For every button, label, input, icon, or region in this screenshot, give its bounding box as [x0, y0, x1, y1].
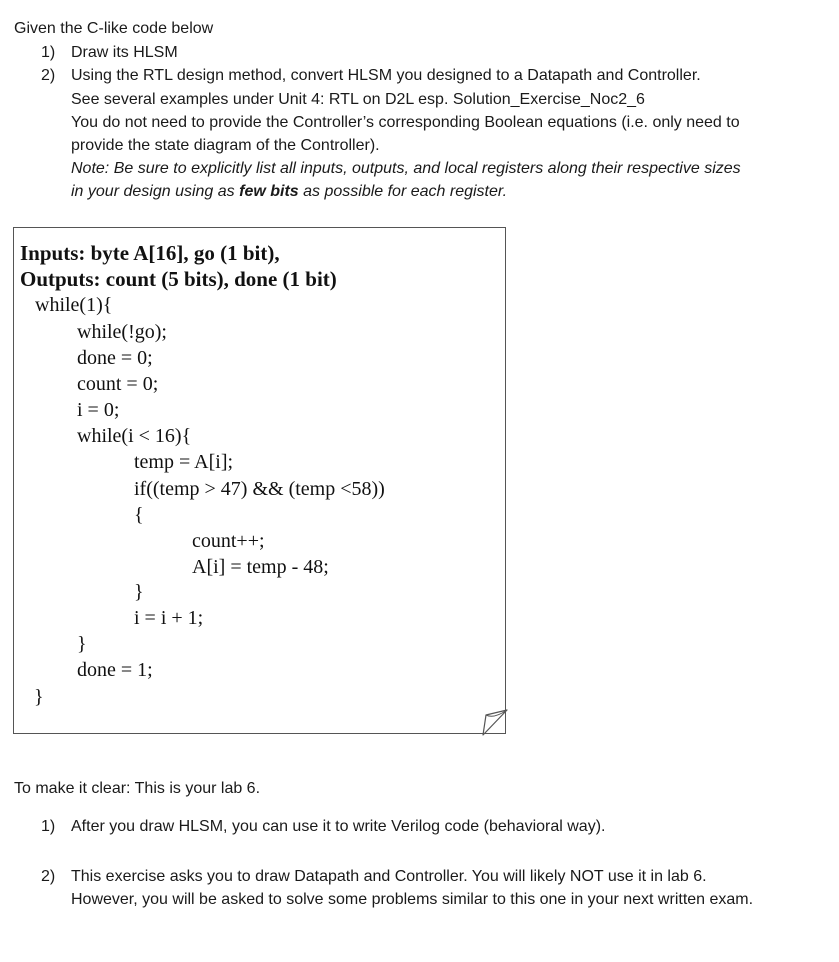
code-line: done = 0; — [77, 347, 153, 369]
item-number: 2) — [41, 868, 56, 885]
code-line: } — [77, 633, 87, 655]
code-line: { — [134, 504, 144, 526]
code-line: Outputs: count (5 bits), done (1 bit) — [20, 267, 337, 291]
note-text: in your design using as — [71, 183, 240, 200]
code-line: } — [134, 581, 144, 603]
code-line: count++; — [192, 530, 265, 552]
note-line — [71, 183, 507, 201]
note-line: Note: Be sure to explicitly list all inputs, outputs, and local registers along their respective sizes — [71, 160, 741, 177]
clarify-text: To make it clear: This is your lab 6. — [14, 780, 261, 797]
detail-line: provide the state diagram of the Controller). — [71, 137, 380, 154]
detail-line: See several examples under Unit 4: RTL on D2L esp. Solution_Exercise_Noc2_6 — [71, 91, 645, 108]
code-line: while(!go); — [77, 321, 167, 343]
code-line: i = i + 1; — [134, 607, 204, 629]
code-line: temp = A[i]; — [134, 451, 234, 473]
code-box — [13, 227, 506, 734]
item-text: Draw its HLSM — [71, 44, 178, 61]
item-number: 1) — [41, 44, 56, 61]
item-text: Using the RTL design method, convert HLSM you designed to a Datapath and Controller. — [71, 67, 701, 84]
page-curl-icon — [480, 709, 510, 737]
code-line: i = 0; — [77, 399, 120, 421]
code-line: while(i < 16){ — [77, 425, 192, 447]
code-line: while(1){ — [35, 294, 113, 316]
item-text: This exercise asks you to draw Datapath and Controller. You will likely NOT use it in lab 6. — [71, 868, 707, 885]
code-line: A[i] = temp - 48; — [192, 556, 329, 578]
item-number: 1) — [41, 818, 56, 835]
note-emphasis: few bits — [239, 183, 299, 200]
code-line: count = 0; — [77, 373, 159, 395]
code-line: if((temp > 47) && (temp <58)) — [134, 478, 385, 500]
note-text: as possible for each register. — [298, 183, 508, 200]
detail-line: You do not need to provide the Controller’s corresponding Boolean equations (i.e. only need to — [71, 114, 740, 131]
code-line: } — [34, 686, 44, 708]
item-text: After you draw HLSM, you can use it to write Verilog code (behavioral way). — [71, 818, 606, 835]
code-line: Inputs: byte A[16], go (1 bit), — [20, 241, 280, 265]
item-text: However, you will be asked to solve some problems similar to this one in your next written exam. — [71, 891, 754, 908]
intro-heading: Given the C-like code below — [14, 20, 214, 37]
code-line: done = 1; — [77, 659, 153, 681]
item-number: 2) — [41, 67, 56, 84]
